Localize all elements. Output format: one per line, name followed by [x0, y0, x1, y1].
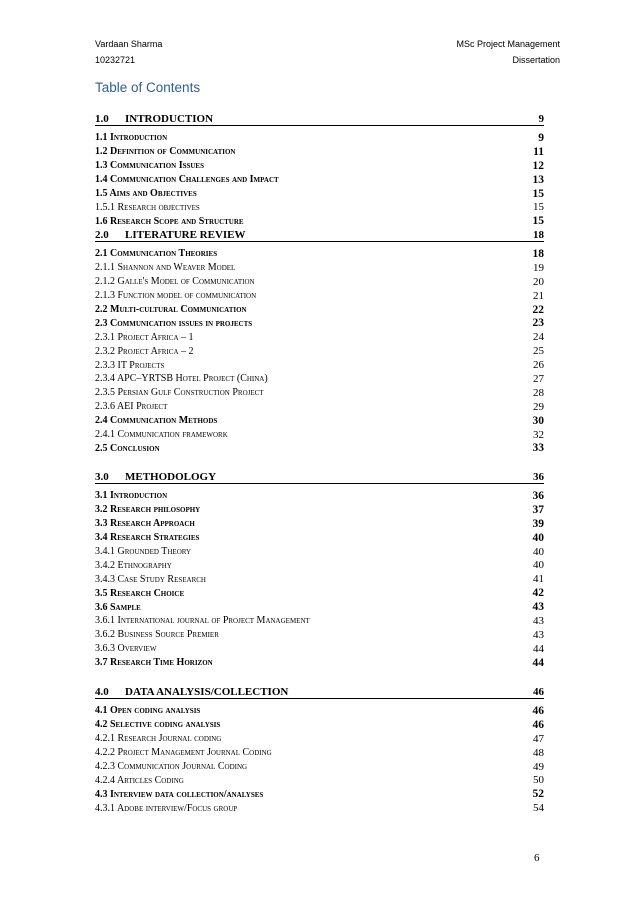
chapter-page: 46 — [533, 686, 544, 698]
toc-chapter-heading[interactable] — [95, 109, 544, 126]
toc-entry-page: 54 — [533, 802, 544, 815]
header-program: MSc Project Management — [456, 39, 560, 49]
toc-entry-label: 2.3.2 Project Africa – 2 — [95, 345, 194, 357]
toc-entry[interactable] — [95, 517, 544, 531]
toc-entry[interactable] — [95, 732, 544, 746]
toc-entry-page: 40 — [533, 559, 544, 572]
toc-entry[interactable] — [95, 187, 544, 201]
toc-section — [95, 225, 544, 455]
toc-chapter-heading[interactable] — [95, 467, 544, 484]
toc-section — [95, 109, 544, 228]
toc-entry-label: 2.2 Multi-cultural Communication — [95, 304, 247, 315]
toc-entry-label: 2.1.1 Shannon and Weaver Model — [95, 262, 236, 274]
toc-entry-label: 4.2.2 Project Management Journal Coding — [95, 747, 272, 759]
toc-entry[interactable] — [95, 131, 544, 145]
toc-entry[interactable] — [95, 275, 544, 289]
toc-entry-label: 1.5.1 Research objectives — [95, 201, 200, 213]
toc-entry[interactable] — [95, 159, 544, 173]
toc-entry[interactable] — [95, 344, 544, 358]
toc-entry-page: 42 — [532, 587, 544, 600]
page-number: 6 — [534, 852, 540, 864]
toc-entry[interactable] — [95, 531, 544, 545]
toc-chapter-heading[interactable] — [95, 682, 544, 699]
toc-entry-page: 44 — [532, 656, 544, 669]
toc-entry-page: 13 — [532, 173, 544, 186]
toc-entry-page: 11 — [533, 145, 544, 158]
toc-entry-label: 1.5 Aims and Objectives — [95, 188, 197, 199]
toc-entry[interactable] — [95, 642, 544, 656]
toc-entry-page: 15 — [532, 187, 544, 200]
toc-entry-page: 44 — [533, 642, 544, 655]
toc-entry-label: 3.3 Research Approach — [95, 518, 195, 530]
toc-entry[interactable] — [95, 289, 544, 303]
toc-entry[interactable] — [95, 441, 544, 455]
toc-entry[interactable] — [95, 718, 544, 732]
toc-entry-page: 40 — [532, 531, 544, 544]
chapter-page: 36 — [533, 471, 544, 483]
toc-entry[interactable] — [95, 586, 544, 600]
toc-entry-label: 2.3.3 IT Projects — [95, 359, 165, 371]
toc-entry-label: 2.3 Communication issues in projects — [95, 317, 253, 329]
toc-entry[interactable] — [95, 628, 544, 642]
toc-entry-page: 47 — [533, 732, 544, 745]
toc-entry[interactable] — [95, 760, 544, 774]
toc-entry-label: 1.2 Definition of Communication — [95, 146, 236, 158]
toc-entry[interactable] — [95, 414, 544, 428]
toc-entry[interactable] — [95, 572, 544, 586]
toc-entry-page: 15 — [532, 215, 544, 228]
chapter-number: 1.0 — [95, 113, 109, 125]
toc-entry[interactable] — [95, 746, 544, 760]
toc-entry-page: 24 — [533, 331, 544, 344]
toc-entry-page: 43 — [532, 601, 544, 614]
toc-entry[interactable] — [95, 358, 544, 372]
toc-entry-label: 3.4.1 Grounded Theory — [95, 546, 192, 557]
toc-section — [95, 467, 544, 670]
toc-entry-page: 18 — [532, 247, 544, 260]
toc-entry-label: 1.6 Research Scope and Structure — [95, 215, 244, 227]
toc-entry-label: 3.6.3 Overview — [95, 643, 157, 655]
toc-entry[interactable] — [95, 303, 544, 317]
toc-entry-label: 4.2.1 Research Journal coding — [95, 733, 222, 745]
toc-entry-page: 49 — [533, 760, 544, 773]
toc-title: Table of Contents — [95, 80, 201, 95]
toc-entry-page: 21 — [533, 289, 544, 302]
toc-entry-page: 19 — [533, 261, 544, 274]
toc-entry[interactable] — [95, 428, 544, 442]
toc-entry-page: 40 — [533, 545, 544, 558]
toc-entry-page: 30 — [532, 414, 544, 427]
toc-entry[interactable] — [95, 773, 544, 787]
toc-entry[interactable] — [95, 545, 544, 559]
toc-entry[interactable] — [95, 787, 544, 801]
toc-entry-page: 23 — [532, 317, 544, 330]
toc-entry-page: 43 — [533, 614, 544, 627]
toc-entry-label: 3.6 Sample — [95, 601, 141, 613]
toc-entry-label: 2.1 Communication Theories — [95, 248, 218, 260]
toc-entry[interactable] — [95, 173, 544, 187]
toc-entry-page: 36 — [532, 489, 544, 502]
toc-entry[interactable] — [95, 489, 544, 503]
toc-entry-page: 12 — [532, 159, 544, 172]
toc-entry-label: 2.4 Communication Methods — [95, 415, 218, 427]
toc-entry-label: 3.4.2 Ethnography — [95, 559, 172, 571]
toc-section — [95, 682, 544, 815]
toc-entry-label: 4.2 Selective coding analysis — [95, 719, 221, 731]
toc-entry-page: 9 — [538, 131, 544, 144]
header-document-type: Dissertation — [512, 55, 560, 65]
toc-entry-page: 43 — [533, 628, 544, 641]
chapter-title: DATA ANALYSIS/COLLECTION — [125, 686, 289, 698]
toc-entry-label: 3.5 Research Choice — [95, 587, 185, 599]
toc-entry-page: 41 — [533, 573, 544, 586]
toc-entry-label: 2.3.4 APC–YRTSB Hotel Project (China) — [95, 373, 268, 385]
toc-entry-page: 37 — [532, 503, 544, 516]
toc-entry-label: 2.1.2 Galle's Model of Communication — [95, 276, 255, 288]
toc-entry[interactable] — [95, 656, 544, 670]
toc-entry-label: 2.5 Conclusion — [95, 442, 160, 454]
toc-entry-label: 1.4 Communication Challenges and Impact — [95, 174, 279, 186]
toc-entry-label: 1.3 Communication Issues — [95, 160, 204, 172]
toc-entry-page: 27 — [533, 372, 544, 385]
toc-entry-label: 2.1.3 Function model of communication — [95, 290, 257, 302]
toc-entry[interactable] — [95, 261, 544, 275]
toc-entry-page: 50 — [533, 774, 544, 787]
toc-entry[interactable] — [95, 503, 544, 517]
toc-entry[interactable] — [95, 558, 544, 572]
toc-entry[interactable] — [95, 704, 544, 718]
chapter-title: LITERATURE REVIEW — [125, 229, 246, 241]
toc-entry-label: 4.2.3 Communication Journal Coding — [95, 761, 248, 772]
toc-entry-page: 46 — [532, 704, 544, 717]
header-student-id: 10232721 — [95, 55, 136, 65]
header-author: Vardaan Sharma — [95, 39, 163, 49]
toc-entry-label: 3.6.2 Business Source Premier — [95, 629, 219, 641]
toc-entry-label: 3.6.1 International journal of Project Management — [95, 615, 310, 627]
toc-entry-label: 2.3.1 Project Africa – 1 — [95, 331, 194, 343]
toc-entry-page: 39 — [532, 517, 544, 530]
toc-entry-page: 48 — [533, 746, 544, 759]
toc-entry-label: 4.3.1 Adobe interview/Focus group — [95, 802, 238, 814]
toc-entry[interactable] — [95, 614, 544, 628]
toc-entry-label: 3.2 Research philosophy — [95, 504, 201, 516]
toc-entry-label: 3.7 Research Time Horizon — [95, 657, 213, 669]
chapter-number: 4.0 — [95, 686, 109, 698]
toc-entry[interactable] — [95, 372, 544, 386]
toc-entry-page: 52 — [532, 788, 544, 801]
toc-entry-page: 22 — [532, 303, 544, 316]
toc-entry-label: 4.1 Open coding analysis — [95, 705, 201, 717]
toc-entry[interactable] — [95, 330, 544, 344]
toc-entry-label: 2.4.1 Communication framework — [95, 429, 228, 441]
toc-entry-page: 29 — [533, 400, 544, 413]
chapter-number: 2.0 — [95, 229, 109, 241]
toc-entry-label: 3.4.3 Case Study Research — [95, 573, 206, 585]
toc-entry[interactable] — [95, 145, 544, 159]
toc-entry-page: 32 — [533, 428, 544, 441]
chapter-page: 9 — [538, 113, 544, 125]
toc-entry-page: 46 — [532, 718, 544, 731]
toc-entry[interactable] — [95, 386, 544, 400]
chapter-title: INTRODUCTION — [125, 113, 214, 125]
toc-entry[interactable] — [95, 600, 544, 614]
toc-entry-page: 15 — [533, 201, 544, 214]
toc-entry-page: 25 — [533, 345, 544, 358]
toc-entry-page: 26 — [533, 359, 544, 372]
toc-chapter-heading[interactable] — [95, 225, 544, 242]
toc-entry-page: 20 — [533, 275, 544, 288]
toc-entry-page: 33 — [532, 442, 544, 455]
toc-entry-label: 2.3.5 Persian Gulf Construction Project — [95, 387, 264, 399]
toc-entry-label: 3.4 Research Strategies — [95, 532, 200, 544]
chapter-page: 18 — [533, 229, 544, 241]
toc-entry-label: 4.2.4 Articles Coding — [95, 774, 184, 786]
toc-entry-label: 2.3.6 AEI Project — [95, 401, 168, 413]
toc-entry-label: 4.3 Interview data collection/analyses — [95, 788, 264, 800]
toc-entry-page: 28 — [533, 386, 544, 399]
toc-entry[interactable] — [95, 400, 544, 414]
toc-entry[interactable] — [95, 316, 544, 330]
toc-entry[interactable] — [95, 247, 544, 261]
toc-entry[interactable] — [95, 801, 544, 815]
toc-entry-label: 3.1 Introduction — [95, 490, 168, 502]
chapter-title: METHODOLOGY — [125, 471, 217, 483]
toc-entry-label: 1.1 Introduction — [95, 132, 168, 144]
chapter-number: 3.0 — [95, 471, 109, 483]
toc-entry[interactable] — [95, 200, 544, 214]
